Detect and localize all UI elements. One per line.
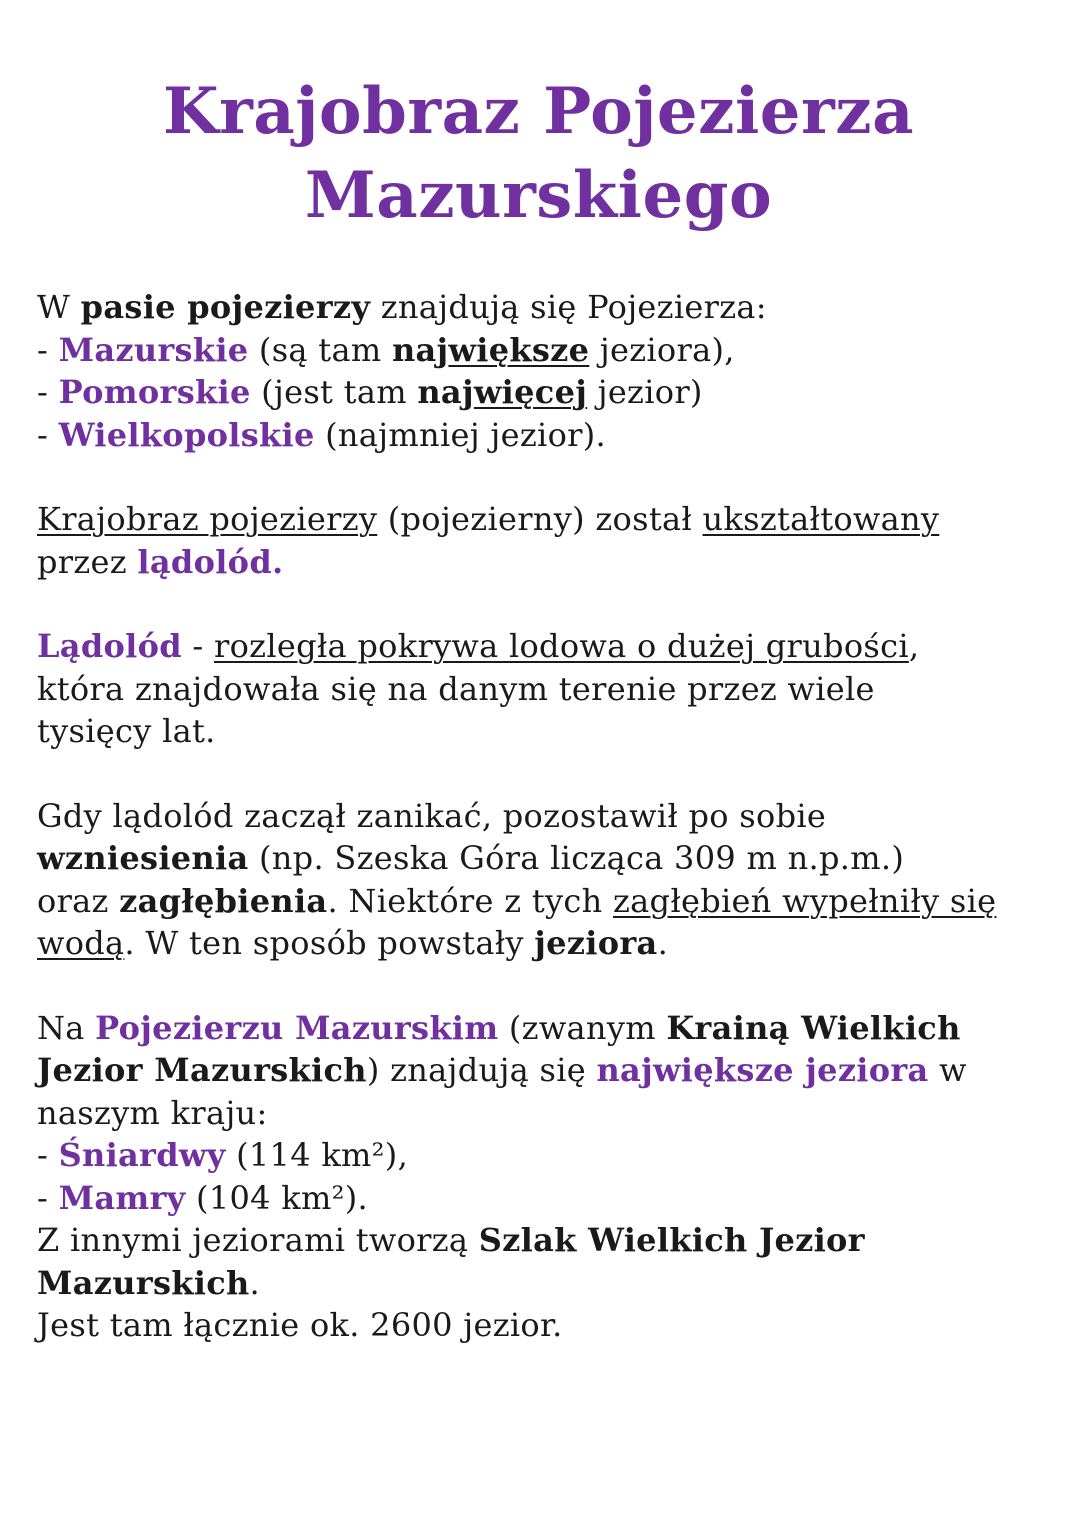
text-run: ) znajdują się bbox=[366, 1051, 597, 1089]
text-line bbox=[37, 625, 1040, 668]
underlined-term: wodą bbox=[37, 924, 125, 962]
text-run: (114 km²), bbox=[225, 1136, 409, 1174]
list-item-mamry bbox=[37, 1177, 1040, 1220]
underlined-term: Krajobraz pojezierzy bbox=[37, 500, 378, 538]
text-line: tysięcy lat. bbox=[37, 712, 216, 750]
text-line: która znajdowała się na danym terenie przez wiele bbox=[37, 669, 875, 708]
list-dash: - bbox=[37, 373, 59, 411]
list-item-pomorskie bbox=[37, 371, 1040, 414]
paragraph-ice-sheet-definition bbox=[37, 625, 1040, 753]
text-run: Na bbox=[37, 1008, 96, 1047]
page-title bbox=[37, 70, 1040, 238]
text-run: (pojezierny) został bbox=[377, 500, 703, 538]
bold-term: pasie pojezierzy bbox=[80, 288, 371, 326]
bold-term: Mazurskich bbox=[37, 1263, 250, 1302]
text-run: (jest tam bbox=[250, 373, 418, 411]
text-line: Jest tam łącznie ok. 2600 jezior. bbox=[37, 1306, 563, 1344]
text-run: (104 km²). bbox=[185, 1178, 368, 1217]
paragraph-lake-districts bbox=[37, 286, 1040, 456]
text-run: jezior) bbox=[587, 373, 703, 411]
underlined-bold-term: większe bbox=[448, 330, 590, 369]
bold-term: jeziora bbox=[534, 924, 658, 962]
text-line bbox=[37, 498, 1040, 541]
text-line bbox=[37, 922, 1040, 965]
text-line bbox=[37, 1262, 1040, 1305]
highlight-term: Mamry bbox=[58, 1178, 186, 1217]
bold-term: wzniesienia bbox=[37, 839, 249, 877]
paragraph-landscape bbox=[37, 498, 1040, 583]
bold-term: Jezior Mazurskich bbox=[37, 1051, 367, 1089]
text-run: znajdują się Pojezierza: bbox=[370, 288, 767, 326]
text-run: . bbox=[657, 924, 669, 962]
text-run: . Niektóre z tych bbox=[327, 881, 613, 920]
bold-term: naj bbox=[417, 373, 474, 411]
paragraph-lake-formation bbox=[37, 795, 1040, 965]
text-run: Z innymi jeziorami tworzą bbox=[37, 1221, 479, 1259]
text-line: Gdy lądolód zaczął zanikać, pozostawił po sobie bbox=[37, 796, 827, 835]
text-run: . W ten sposób powstały bbox=[124, 924, 535, 962]
text-run: - bbox=[181, 627, 214, 665]
bold-term: Szlak Wielkich Jezior bbox=[478, 1221, 865, 1259]
list-item-wielkopolskie bbox=[37, 414, 1040, 457]
text-run: . bbox=[249, 1263, 261, 1302]
text-run: przez bbox=[37, 542, 138, 581]
underlined-term: ukształtowany bbox=[702, 500, 940, 538]
underlined-bold-term: więcej bbox=[473, 373, 588, 411]
text-run: (najmniej jezior). bbox=[314, 415, 606, 454]
text-line bbox=[37, 541, 1040, 584]
highlight-term: Pomorskie bbox=[58, 373, 251, 411]
text-line bbox=[37, 1049, 1040, 1092]
highlight-term: lądolód. bbox=[137, 542, 284, 581]
text-line bbox=[37, 1219, 1040, 1262]
text-line bbox=[37, 1007, 1040, 1050]
highlight-term: Mazurskie bbox=[58, 330, 249, 369]
title-line-1: Krajobraz Pojezierza bbox=[162, 74, 915, 149]
bold-term: naj bbox=[391, 330, 449, 369]
text-run: (są tam bbox=[248, 330, 392, 369]
text-line bbox=[37, 286, 1040, 329]
list-dash: - bbox=[37, 1136, 59, 1174]
text-run: , bbox=[908, 627, 920, 665]
highlight-term: Pojezierzu Mazurskim bbox=[95, 1008, 499, 1047]
highlight-term: Lądolód bbox=[37, 627, 182, 665]
text-run: (zwanym bbox=[498, 1008, 667, 1047]
highlight-term: Wielkopolskie bbox=[58, 415, 315, 454]
list-item-mazurskie bbox=[37, 329, 1040, 372]
paragraph-largest-lakes bbox=[37, 1007, 1040, 1347]
text-line: naszym kraju: bbox=[37, 1093, 268, 1132]
text-run: W bbox=[37, 288, 81, 326]
list-dash: - bbox=[37, 1178, 59, 1217]
underlined-term: rozległa pokrywa lodowa o dużej grubości bbox=[214, 627, 909, 665]
text-line bbox=[37, 837, 1040, 880]
text-run: oraz bbox=[37, 881, 120, 920]
list-dash: - bbox=[37, 330, 59, 369]
list-dash: - bbox=[37, 415, 59, 454]
text-run: w bbox=[928, 1051, 967, 1089]
text-line bbox=[37, 880, 1040, 923]
highlight-term: największe jeziora bbox=[596, 1051, 929, 1089]
underlined-term: zagłębień wypełniły się bbox=[613, 881, 997, 920]
text-run: jeziora), bbox=[589, 330, 735, 369]
bold-term: Krainą Wielkich bbox=[666, 1008, 961, 1047]
text-run: (np. Szeska Góra licząca 309 m n.p.m.) bbox=[248, 839, 905, 877]
title-line-2: Mazurskiego bbox=[304, 158, 773, 233]
highlight-term: Śniardwy bbox=[58, 1136, 226, 1174]
list-item-sniardwy bbox=[37, 1134, 1040, 1177]
bold-term: zagłębienia bbox=[119, 881, 328, 920]
